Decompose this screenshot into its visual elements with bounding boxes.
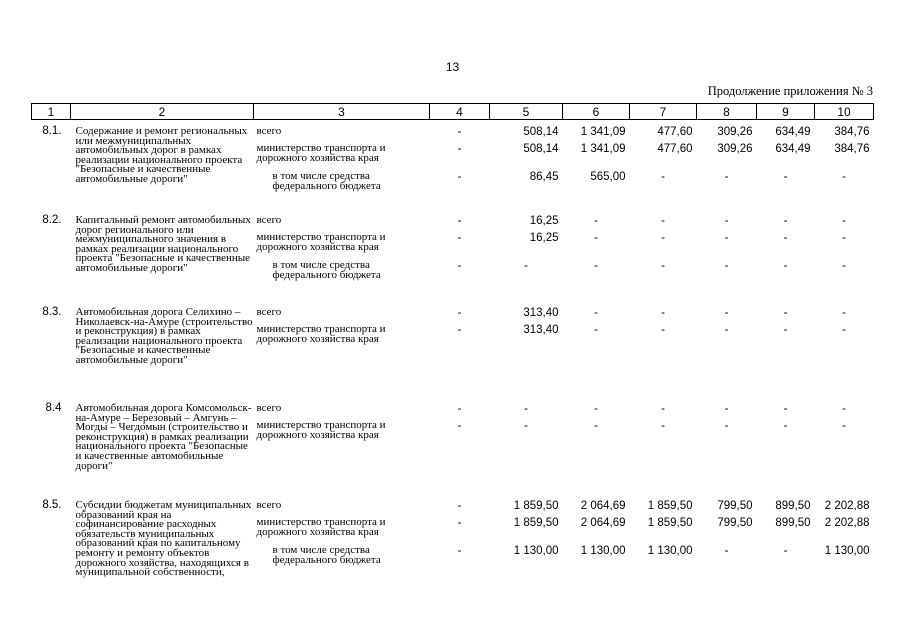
- value-cell-col-5: 16,25: [529, 232, 559, 244]
- funding-source: министерство транспорта и дорожного хозяйства края: [256, 231, 386, 253]
- value-cell-col-4: -: [457, 126, 462, 138]
- value-cell-col-6: 1 130,00: [580, 545, 626, 557]
- funding-source: министерство транспорта и дорожного хозяйства края: [256, 323, 386, 345]
- funding-source: министерство транспорта и дорожного хозяйства края: [256, 419, 386, 441]
- value-cell-col-5: 1 130,00: [513, 545, 559, 557]
- value-cell-col-4: -: [457, 403, 462, 415]
- value-cell-col-6: -: [594, 232, 598, 244]
- value-cell-col-4: -: [457, 324, 462, 336]
- header-cell-8: 8: [697, 104, 757, 120]
- value-cell-col-7: 1 859,50: [647, 500, 693, 512]
- value-cell-col-9: 634,49: [775, 126, 811, 138]
- value-cell-col-6: -: [594, 420, 598, 432]
- value-cell-col-8: -: [724, 307, 729, 319]
- value-cell-col-8: 799,50: [717, 517, 753, 529]
- funding-source: всего: [256, 125, 282, 137]
- value-cell-col-8: -: [724, 324, 729, 336]
- value-cell-col-7: -: [661, 324, 665, 336]
- value-cell-col-10: 384,76: [834, 126, 870, 138]
- value-cell-col-8: -: [724, 171, 729, 183]
- funding-source: в том числе средства федерального бюджета: [272, 544, 381, 566]
- value-cell-col-8: -: [724, 420, 729, 432]
- table-row: [32, 124, 874, 141]
- section-number: 8.3.: [42, 306, 62, 318]
- value-cell-col-9: -: [783, 403, 788, 415]
- value-cell-col-9: -: [783, 215, 788, 227]
- table-row: [32, 401, 874, 418]
- header-cell-1: 1: [32, 104, 71, 120]
- funding-source: всего: [256, 306, 282, 318]
- value-cell-col-7: -: [661, 260, 665, 272]
- value-cell-col-4: -: [457, 545, 462, 557]
- value-cell-col-8: -: [724, 260, 729, 272]
- appendix-caption: Продолжение приложения № 3: [707, 84, 873, 98]
- value-cell-col-5: 1 859,50: [513, 517, 559, 529]
- value-cell-col-8: -: [724, 545, 729, 557]
- value-cell-col-7: 1 859,50: [647, 517, 693, 529]
- budget-table: [31, 103, 874, 593]
- value-cell-col-10: 2 202,88: [824, 500, 870, 512]
- section-name: Автомобильная дорога Комсомольск-на-Амуре – Березовый – Амгунь – Могды – Чегдомын (строительство и реконструкция) в рамках реализации национального проекта "Безопасные и качественные автомобильные дороги": [75, 402, 252, 472]
- value-cell-col-6: -: [594, 403, 598, 415]
- value-cell-col-9: -: [783, 171, 788, 183]
- value-cell-col-4: -: [457, 420, 462, 432]
- value-cell-col-10: -: [842, 260, 846, 272]
- value-cell-col-4: -: [457, 171, 462, 183]
- value-cell-col-7: -: [661, 420, 665, 432]
- section-name: Автомобильная дорога Селихино – Николаевск-на-Амуре (строительство и реконструкция) в рамках реализации национального проекта "Безопасные и качественные автомобильные дороги": [75, 306, 253, 366]
- value-cell-col-8: -: [724, 215, 729, 227]
- value-cell-col-5: 313,40: [523, 307, 559, 319]
- page-number: 13: [445, 60, 460, 74]
- section-name: Капитальный ремонт автомобильных дорог регионального или межмуниципального значения в рамках реализации национального проекта "Безопасные и качественные автомобильные дороги": [75, 214, 251, 274]
- value-cell-col-5: 508,14: [523, 126, 559, 138]
- value-cell-col-7: -: [661, 171, 665, 183]
- value-cell-col-6: -: [594, 324, 598, 336]
- header-cell-5: 5: [490, 104, 563, 120]
- value-cell-col-7: -: [661, 232, 665, 244]
- section-name: Субсидии бюджетам муниципальных образований края на софинансирование расходных обязательств муниципальных образований края по капитальному ремонту и ремонту объектов дорожного хозяйства, находящихся в муниципальной собственности,: [75, 499, 252, 579]
- value-cell-col-6: 1 341,09: [580, 126, 626, 138]
- value-cell-col-9: -: [783, 307, 788, 319]
- header-cell-4: 4: [430, 104, 490, 120]
- header-cell-6: 6: [563, 104, 630, 120]
- header-cell-7: 7: [630, 104, 697, 120]
- value-cell-col-7: 1 130,00: [647, 545, 693, 557]
- value-cell-col-10: -: [842, 324, 846, 336]
- value-cell-col-9: -: [783, 420, 788, 432]
- table-body: [32, 120, 874, 594]
- funding-source: министерство транспорта и дорожного хозяйства края: [256, 516, 386, 538]
- value-cell-col-6: 565,00: [590, 171, 626, 183]
- header-cell-2: 2: [71, 104, 254, 120]
- header-cell-10: 10: [815, 104, 874, 120]
- value-cell-col-4: -: [457, 260, 462, 272]
- value-cell-col-9: 634,49: [775, 143, 811, 155]
- header-cell-9: 9: [757, 104, 815, 120]
- value-cell-col-10: -: [842, 420, 846, 432]
- value-cell-col-5: -: [524, 420, 528, 432]
- funding-source: всего: [256, 499, 282, 511]
- value-cell-col-4: -: [457, 232, 462, 244]
- value-cell-col-5: -: [524, 260, 528, 272]
- value-cell-col-4: -: [457, 215, 462, 227]
- funding-source: в том числе средства федерального бюджета: [272, 170, 381, 192]
- value-cell-col-10: -: [842, 307, 846, 319]
- value-cell-col-5: -: [524, 403, 528, 415]
- funding-source: в том числе средства федерального бюджета: [272, 259, 381, 281]
- value-cell-col-10: -: [842, 171, 846, 183]
- value-cell-col-5: 1 859,50: [513, 500, 559, 512]
- value-cell-col-8: -: [724, 232, 729, 244]
- value-cell-col-10: -: [842, 232, 846, 244]
- value-cell-col-6: -: [594, 307, 598, 319]
- value-cell-col-6: -: [594, 215, 598, 227]
- value-cell-col-10: -: [842, 215, 846, 227]
- value-cell-col-10: 384,76: [834, 143, 870, 155]
- value-cell-col-9: 899,50: [775, 500, 811, 512]
- table-row: [32, 305, 874, 322]
- section-number: 8.2.: [42, 214, 62, 226]
- table-row: [32, 498, 874, 515]
- value-cell-col-4: -: [457, 517, 462, 529]
- value-cell-col-6: 2 064,69: [580, 517, 626, 529]
- value-cell-col-7: -: [661, 307, 665, 319]
- section-number: 8.4: [45, 402, 62, 414]
- value-cell-col-10: 1 130,00: [824, 545, 870, 557]
- value-cell-col-5: 86,45: [529, 171, 559, 183]
- value-cell-col-4: -: [457, 143, 462, 155]
- section-number: 8.5.: [42, 499, 62, 511]
- section-name: Содержание и ремонт региональных или межмуниципальных автомобильных дорог в рамках реализации национального проекта "Безопасные и качественные автомобильные дороги": [75, 125, 248, 185]
- value-cell-col-8: 799,50: [717, 500, 753, 512]
- value-cell-col-4: -: [457, 500, 462, 512]
- funding-source: всего: [256, 214, 282, 226]
- header-cell-3: 3: [254, 104, 430, 120]
- value-cell-col-8: 309,26: [717, 143, 753, 155]
- value-cell-col-7: -: [661, 215, 665, 227]
- value-cell-col-10: -: [842, 403, 846, 415]
- value-cell-col-5: 508,14: [523, 143, 559, 155]
- value-cell-col-7: 477,60: [657, 143, 693, 155]
- value-cell-col-6: -: [594, 260, 598, 272]
- value-cell-col-10: 2 202,88: [824, 517, 870, 529]
- header-row: [32, 104, 874, 120]
- value-cell-col-7: 477,60: [657, 126, 693, 138]
- table-header: [32, 104, 874, 120]
- value-cell-col-9: -: [783, 232, 788, 244]
- value-cell-col-9: -: [783, 260, 788, 272]
- value-cell-col-7: -: [661, 403, 665, 415]
- funding-source: всего: [256, 402, 282, 414]
- value-cell-col-6: 2 064,69: [580, 500, 626, 512]
- value-cell-col-8: 309,26: [717, 126, 753, 138]
- value-cell-col-9: 899,50: [775, 517, 811, 529]
- section-number: 8.1.: [42, 125, 62, 137]
- value-cell-col-9: -: [783, 545, 788, 557]
- table-row: [32, 213, 874, 230]
- value-cell-col-9: -: [783, 324, 788, 336]
- value-cell-col-8: -: [724, 403, 729, 415]
- value-cell-col-5: 313,40: [523, 324, 559, 336]
- funding-source: министерство транспорта и дорожного хозяйства края: [256, 142, 386, 164]
- value-cell-col-6: 1 341,09: [580, 143, 626, 155]
- value-cell-col-4: -: [457, 307, 462, 319]
- value-cell-col-5: 16,25: [529, 215, 559, 227]
